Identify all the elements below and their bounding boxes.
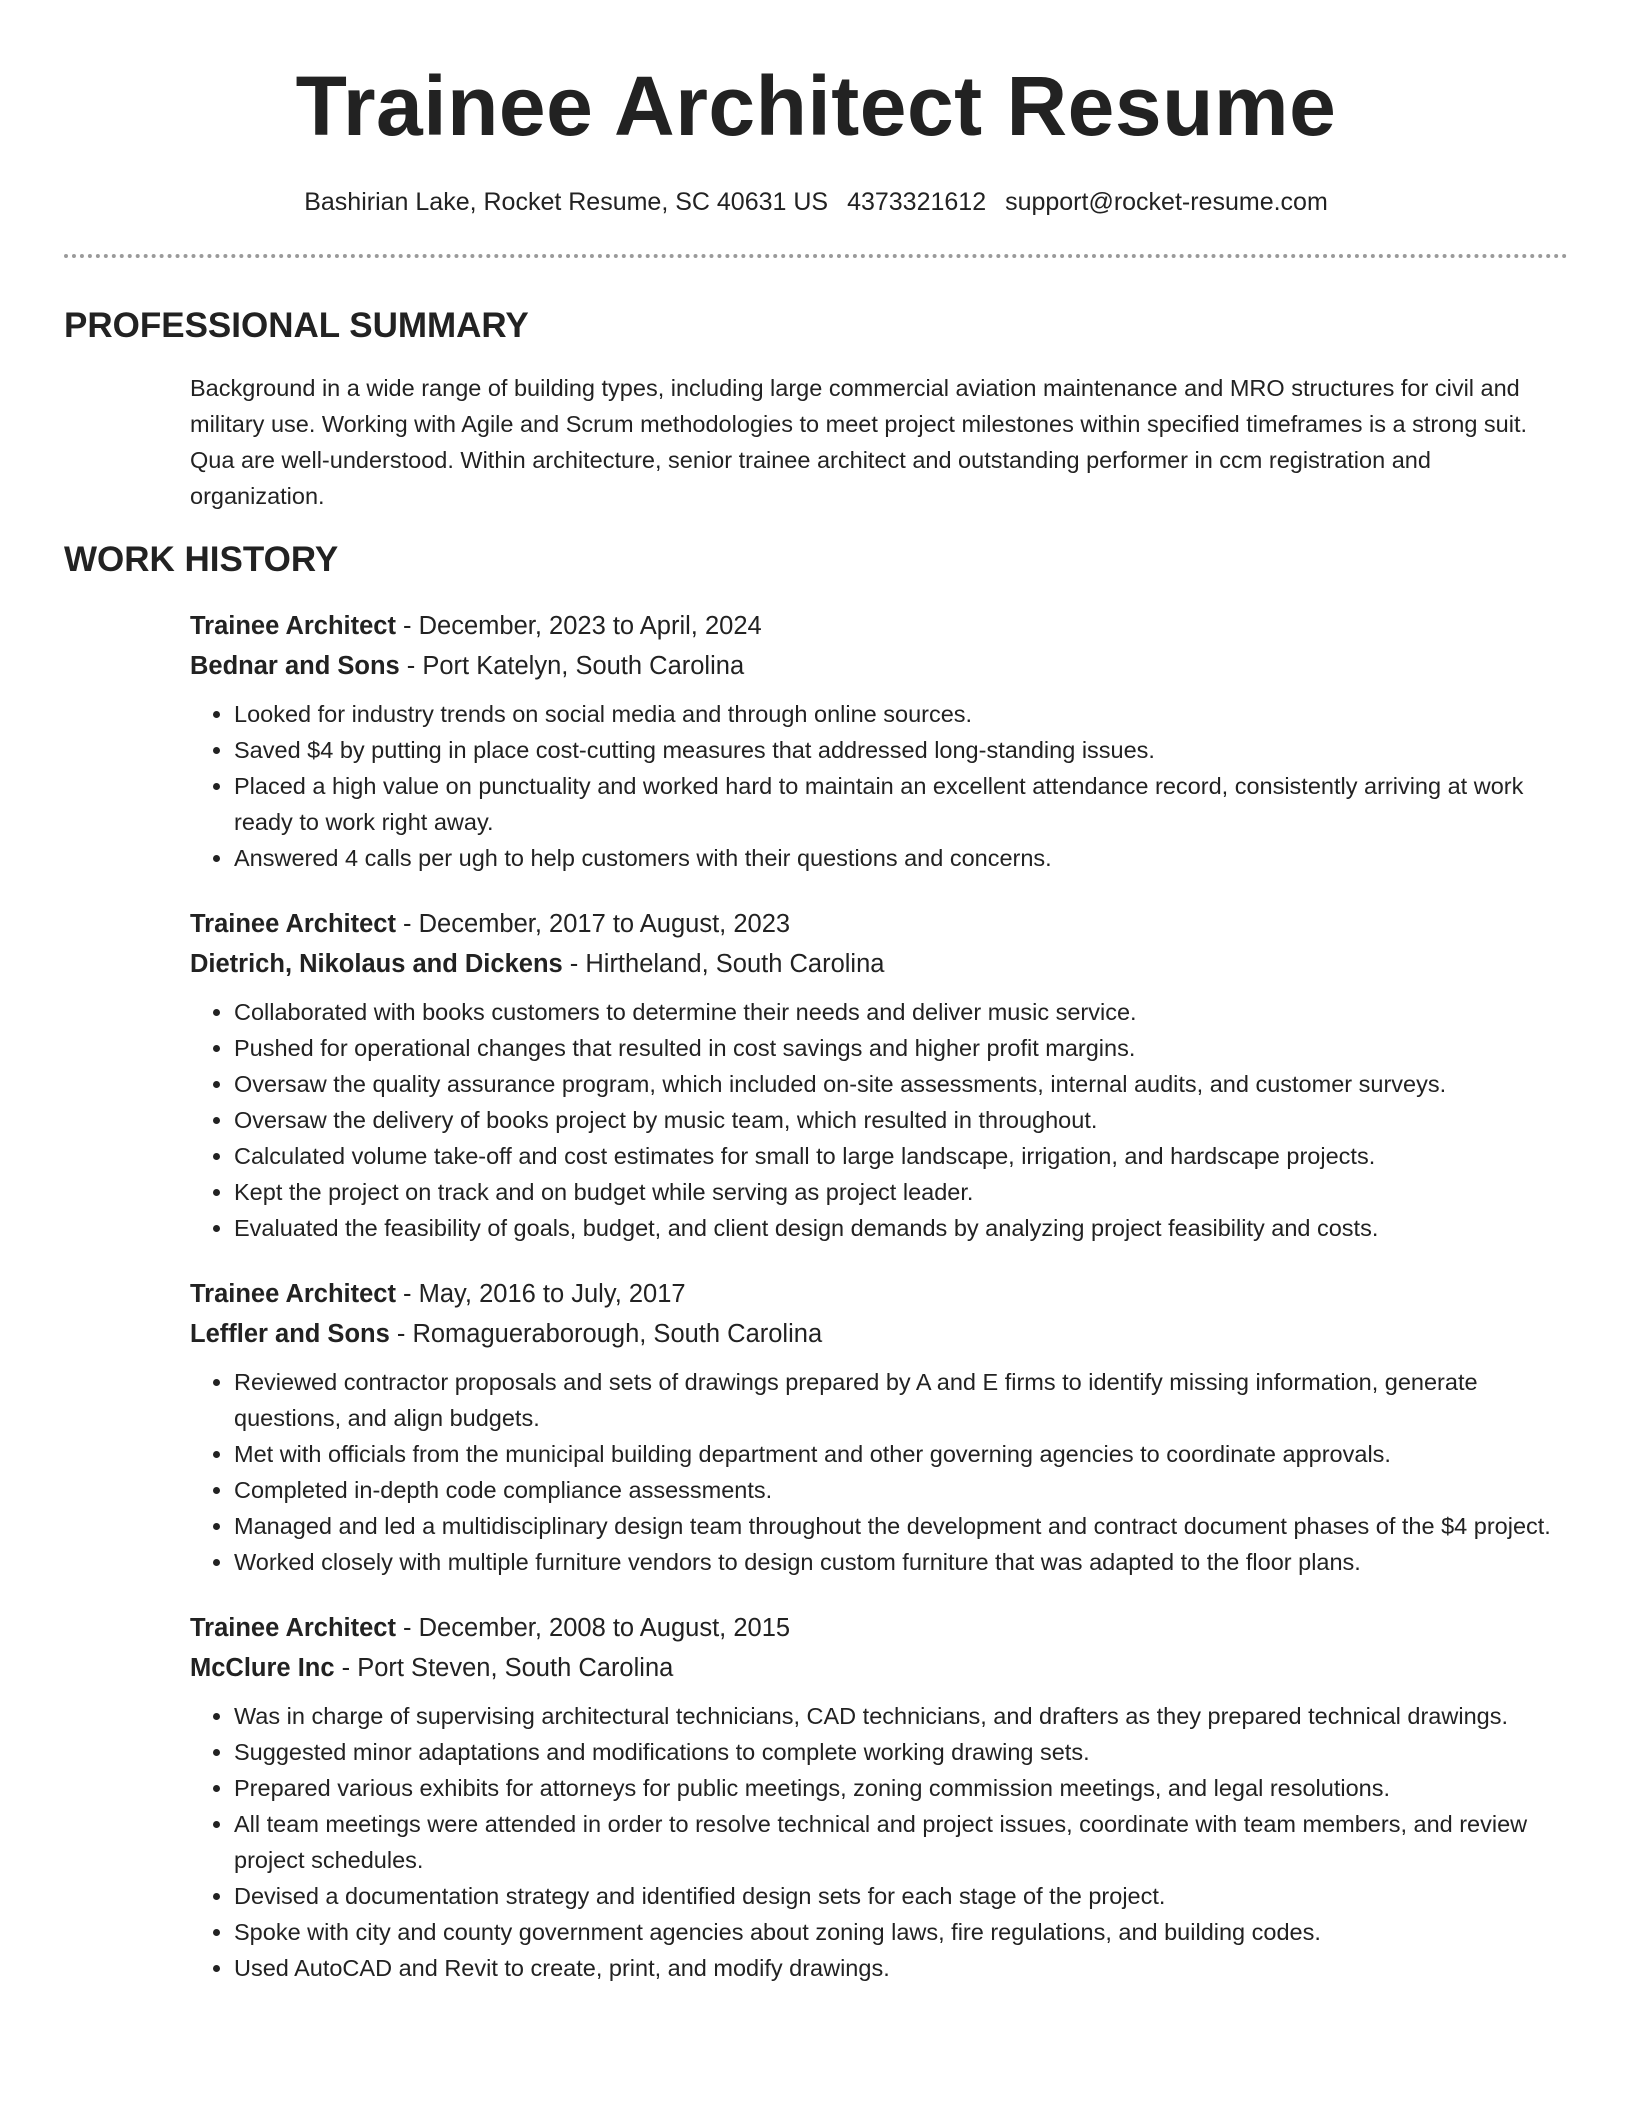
job-bullet: • Spoke with city and county government agencies about zoning laws, fire regulations, and building codes.: [234, 1914, 1568, 1950]
job-bullet: • Worked closely with multiple furniture vendors to design custom furniture that was adapted to the floor plans.: [234, 1544, 1568, 1580]
job-bullet: • Answered 4 calls per ugh to help customers with their questions and concerns.: [234, 840, 1568, 876]
job-bullet: • Calculated volume take-off and cost estimates for small to large landscape, irrigation, and hardscape projects.: [234, 1138, 1568, 1174]
job-bullet: • Looked for industry trends on social media and through online sources.: [234, 696, 1568, 732]
job-company-line: [190, 944, 1568, 984]
job-bullet: • Oversaw the delivery of books project by music team, which resulted in throughout.: [234, 1102, 1568, 1138]
job-dates: - May, 2016 to July, 2017: [395, 1280, 686, 1308]
job-role: Trainee Architect: [190, 612, 396, 640]
job-bullet: • Kept the project on track and on budget while serving as project leader.: [234, 1174, 1568, 1210]
job-role: Trainee Architect: [190, 1280, 396, 1308]
job-bullet: • Evaluated the feasibility of goals, budget, and client design demands by analyzing project feasibility and costs.: [234, 1210, 1568, 1246]
job-location: - Hirtheland, South Carolina: [562, 950, 885, 978]
job-bullet: • Completed in-depth code compliance assessments.: [234, 1472, 1568, 1508]
job-title-line: [190, 1274, 1568, 1314]
contact-phone: 4373321612: [847, 188, 987, 216]
job-bullet: • Managed and led a multidisciplinary design team throughout the development and contract document phases of the $4 project.: [234, 1508, 1568, 1544]
job-bullet: • Prepared various exhibits for attorneys for public meetings, zoning commission meetings, and legal resolutions.: [234, 1770, 1568, 1806]
job-title-line: [190, 606, 1568, 646]
job-role: Trainee Architect: [190, 910, 396, 938]
summary-heading: PROFESSIONAL SUMMARY: [64, 306, 529, 345]
job-bullet: • Met with officials from the municipal building department and other governing agencies to coordinate approvals.: [234, 1436, 1568, 1472]
contact-email: support@rocket-resume.com: [1005, 188, 1328, 216]
job-bullet: • Devised a documentation strategy and identified design sets for each stage of the project.: [234, 1878, 1568, 1914]
job-bullet: • Saved $4 by putting in place cost-cutting measures that addressed long-standing issues.: [234, 732, 1568, 768]
job-bullet: • Used AutoCAD and Revit to create, print, and modify drawings.: [234, 1950, 1568, 1986]
job-entry: [190, 606, 1568, 876]
job-entry: [190, 1608, 1568, 1986]
summary-section: [190, 370, 1568, 514]
job-bullet: • All team meetings were attended in order to resolve technical and project issues, coordinate with team members, and review project schedules.: [234, 1806, 1568, 1878]
work-history-heading: WORK HISTORY: [64, 540, 339, 579]
job-bullet: • Oversaw the quality assurance program, which included on-site assessments, internal audits, and customer surveys.: [234, 1066, 1568, 1102]
job-location: - Romagueraborough, South Carolina: [389, 1320, 823, 1348]
job-bullets: [190, 1364, 1568, 1580]
job-bullet: • Pushed for operational changes that resulted in cost savings and higher profit margins.: [234, 1030, 1568, 1066]
job-title-line: [190, 1608, 1568, 1648]
resume-title: Trainee Architect Resume: [295, 59, 1337, 153]
job-company: Bednar and Sons: [190, 652, 400, 680]
job-company: Dietrich, Nikolaus and Dickens: [190, 950, 563, 978]
header-divider: [64, 254, 1568, 258]
contact-address: Bashirian Lake, Rocket Resume, SC 40631 US: [304, 188, 829, 216]
contact-line: [64, 184, 1568, 220]
job-bullets: [190, 994, 1568, 1246]
job-dates: - December, 2023 to April, 2024: [395, 612, 762, 640]
job-bullet: • Reviewed contractor proposals and sets of drawings prepared by A and E firms to identify missing information, generate questions, and align budgets.: [234, 1364, 1568, 1436]
job-location: - Port Steven, South Carolina: [334, 1654, 674, 1682]
job-bullets: [190, 696, 1568, 876]
job-company-line: [190, 646, 1568, 686]
job-company-line: [190, 1314, 1568, 1354]
job-dates: - December, 2017 to August, 2023: [395, 910, 791, 938]
job-bullet: • Was in charge of supervising architectural technicians, CAD technicians, and drafters as they prepared technical drawings.: [234, 1698, 1568, 1734]
job-entry: [190, 1274, 1568, 1580]
job-bullets: [190, 1698, 1568, 1986]
job-bullet: • Collaborated with books customers to determine their needs and deliver music service.: [234, 994, 1568, 1030]
job-location: - Port Katelyn, South Carolina: [399, 652, 745, 680]
job-company: Leffler and Sons: [190, 1320, 390, 1348]
job-company: McClure Inc: [190, 1654, 335, 1682]
job-entry: [190, 904, 1568, 1246]
job-bullet: • Suggested minor adaptations and modifications to complete working drawing sets.: [234, 1734, 1568, 1770]
job-bullet: • Placed a high value on punctuality and worked hard to maintain an excellent attendance record, consistently arriving at work ready to work right away.: [234, 768, 1568, 840]
work-history-section: [190, 606, 1568, 1986]
job-dates: - December, 2008 to August, 2015: [395, 1614, 791, 1642]
job-role: Trainee Architect: [190, 1614, 396, 1642]
job-company-line: [190, 1648, 1568, 1688]
job-title-line: [190, 904, 1568, 944]
summary-text: Background in a wide range of building types, including large commercial aviation maintenance and MRO structures for civil and military use. Working with Agile and Scrum methodologies to meet project milestones within specified timeframes is a strong suit. Qua are well-understood. Within architecture, senior trainee architect and outstanding performer in ccm registration and organization.: [190, 375, 1528, 509]
